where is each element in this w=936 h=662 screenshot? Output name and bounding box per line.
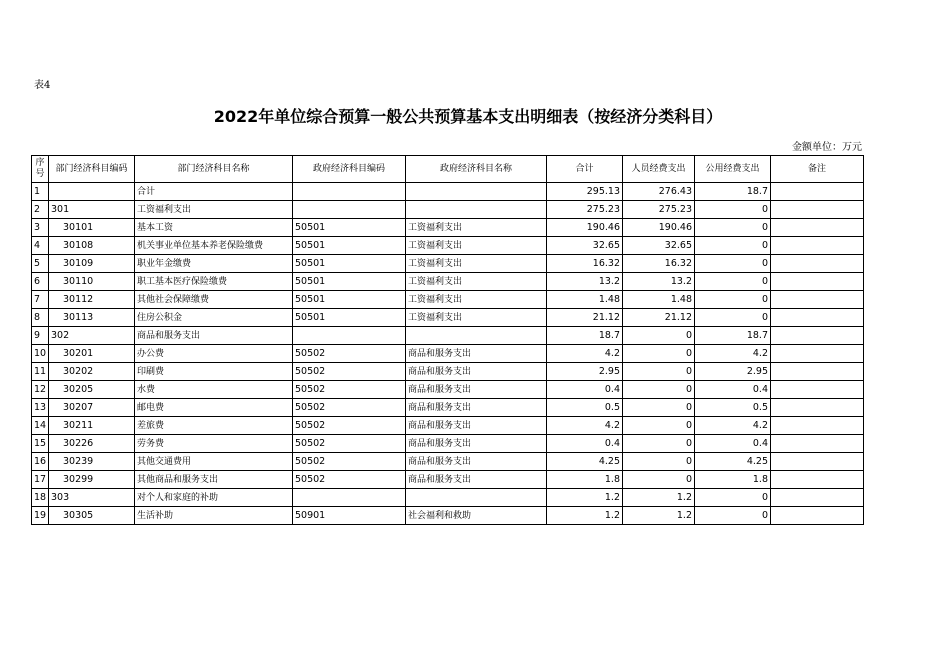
row-remark [771,345,864,363]
row-gov-name: 商品和服务支出 [406,363,547,381]
row-public: 0.4 [695,435,771,453]
row-total: 4.2 [547,417,623,435]
row-gov-code [293,489,406,507]
row-gov-code: 50501 [293,309,406,327]
header-public: 公用经费支出 [695,156,771,183]
row-dept-code: 30211 [49,417,135,435]
row-personnel: 0 [623,471,695,489]
row-total: 4.2 [547,345,623,363]
row-seq: 16 [32,453,49,471]
table-row [32,453,864,471]
row-dept-name: 住房公积金 [135,309,293,327]
row-dept-name: 商品和服务支出 [135,327,293,345]
row-gov-name [406,327,547,345]
table-row [32,237,864,255]
row-remark [771,273,864,291]
row-public: 0 [695,219,771,237]
row-total: 295.13 [547,183,623,201]
table-row [32,327,864,345]
row-gov-name: 工资福利支出 [406,255,547,273]
row-dept-name: 邮电费 [135,399,293,417]
row-remark [771,417,864,435]
header-personnel: 人员经费支出 [623,156,695,183]
row-gov-name: 商品和服务支出 [406,345,547,363]
row-personnel: 190.46 [623,219,695,237]
row-gov-code: 50502 [293,363,406,381]
table-row [32,471,864,489]
row-seq: 9 [32,327,49,345]
row-gov-name: 商品和服务支出 [406,453,547,471]
row-gov-code: 50901 [293,507,406,525]
row-personnel: 13.2 [623,273,695,291]
amount-unit: 金额单位：万元 [792,142,862,153]
row-remark [771,219,864,237]
row-personnel: 1.2 [623,507,695,525]
row-gov-name: 商品和服务支出 [406,435,547,453]
row-personnel: 0 [623,381,695,399]
row-dept-name: 对个人和家庭的补助 [135,489,293,507]
row-gov-code: 50501 [293,219,406,237]
row-total: 190.46 [547,219,623,237]
row-personnel: 1.2 [623,489,695,507]
row-dept-name: 办公费 [135,345,293,363]
row-total: 16.32 [547,255,623,273]
row-seq: 17 [32,471,49,489]
row-gov-code: 50502 [293,417,406,435]
row-gov-code: 50502 [293,399,406,417]
row-dept-code: 301 [49,201,135,219]
row-dept-code: 30207 [49,399,135,417]
row-personnel: 275.23 [623,201,695,219]
row-total: 1.2 [547,507,623,525]
row-dept-code: 30305 [49,507,135,525]
header-row [32,156,864,183]
row-gov-name: 商品和服务支出 [406,417,547,435]
row-dept-code: 30226 [49,435,135,453]
table-row [32,381,864,399]
row-personnel: 1.48 [623,291,695,309]
row-total: 1.48 [547,291,623,309]
row-public: 0 [695,507,771,525]
header-gov-name: 政府经济科目名称 [406,156,547,183]
row-dept-name: 基本工资 [135,219,293,237]
row-gov-name: 工资福利支出 [406,309,547,327]
table-row [32,507,864,525]
row-gov-code [293,201,406,219]
row-seq: 2 [32,201,49,219]
table-row [32,399,864,417]
row-gov-name: 商品和服务支出 [406,381,547,399]
row-personnel: 0 [623,345,695,363]
row-total: 4.25 [547,453,623,471]
row-seq: 8 [32,309,49,327]
row-gov-code: 50502 [293,453,406,471]
row-total: 2.95 [547,363,623,381]
row-total: 21.12 [547,309,623,327]
row-public: 4.2 [695,345,771,363]
row-public: 0 [695,309,771,327]
header-dept-name: 部门经济科目名称 [135,156,293,183]
row-remark [771,309,864,327]
row-seq: 4 [32,237,49,255]
row-public: 0.5 [695,399,771,417]
row-personnel: 0 [623,453,695,471]
row-gov-code: 50501 [293,255,406,273]
row-total: 275.23 [547,201,623,219]
table-row [32,309,864,327]
table-row [32,219,864,237]
row-seq: 10 [32,345,49,363]
row-gov-code: 50502 [293,471,406,489]
row-gov-name: 社会福利和救助 [406,507,547,525]
row-gov-code: 50502 [293,345,406,363]
row-remark [771,201,864,219]
header-dept-code: 部门经济科目编码 [49,156,135,183]
row-personnel: 16.32 [623,255,695,273]
row-seq: 15 [32,435,49,453]
row-seq: 14 [32,417,49,435]
row-public: 0 [695,291,771,309]
table-row [32,489,864,507]
row-seq: 11 [32,363,49,381]
row-total: 0.5 [547,399,623,417]
row-remark [771,183,864,201]
row-dept-name: 合计 [135,183,293,201]
row-dept-code: 30113 [49,309,135,327]
budget-table [31,155,864,525]
row-personnel: 21.12 [623,309,695,327]
row-public: 4.2 [695,417,771,435]
row-personnel: 0 [623,363,695,381]
table-row [32,345,864,363]
row-seq: 19 [32,507,49,525]
row-gov-name [406,201,547,219]
row-remark [771,363,864,381]
row-dept-name: 水费 [135,381,293,399]
row-public: 0 [695,255,771,273]
table-row [32,273,864,291]
page-title: 2022年单位综合预算一般公共预算基本支出明细表（按经济分类科目） [213,107,723,126]
table-row [32,435,864,453]
row-public: 0 [695,201,771,219]
row-seq: 18 [32,489,49,507]
row-gov-code [293,183,406,201]
row-dept-name: 差旅费 [135,417,293,435]
row-dept-name: 职工基本医疗保险缴费 [135,273,293,291]
row-personnel: 0 [623,399,695,417]
row-gov-code: 50502 [293,381,406,399]
row-dept-code: 30299 [49,471,135,489]
row-dept-code: 30109 [49,255,135,273]
table-number: 表4 [34,80,51,91]
row-dept-name: 职业年金缴费 [135,255,293,273]
row-total: 0.4 [547,435,623,453]
row-remark [771,327,864,345]
row-dept-name: 机关事业单位基本养老保险缴费 [135,237,293,255]
row-dept-code: 30201 [49,345,135,363]
row-remark [771,435,864,453]
row-gov-name: 工资福利支出 [406,219,547,237]
row-dept-name: 其他社会保障缴费 [135,291,293,309]
header-total: 合计 [547,156,623,183]
row-remark [771,471,864,489]
row-remark [771,381,864,399]
row-dept-code [49,183,135,201]
row-public: 2.95 [695,363,771,381]
row-public: 0 [695,237,771,255]
table-row [32,201,864,219]
row-gov-name [406,183,547,201]
header-remark: 备注 [771,156,864,183]
row-seq: 1 [32,183,49,201]
table-row [32,183,864,201]
row-personnel: 276.43 [623,183,695,201]
row-gov-name: 工资福利支出 [406,237,547,255]
row-personnel: 0 [623,435,695,453]
row-total: 32.65 [547,237,623,255]
row-seq: 12 [32,381,49,399]
row-gov-code: 50501 [293,273,406,291]
row-total: 18.7 [547,327,623,345]
row-dept-code: 30108 [49,237,135,255]
row-dept-code: 30101 [49,219,135,237]
row-dept-code: 303 [49,489,135,507]
header-gov-code: 政府经济科目编码 [293,156,406,183]
table-row [32,363,864,381]
row-dept-name: 其他商品和服务支出 [135,471,293,489]
row-dept-code: 30239 [49,453,135,471]
row-gov-name [406,489,547,507]
row-dept-code: 30205 [49,381,135,399]
row-dept-name: 印刷费 [135,363,293,381]
row-dept-name: 其他交通费用 [135,453,293,471]
row-public: 18.7 [695,327,771,345]
row-remark [771,507,864,525]
row-seq: 5 [32,255,49,273]
table-row [32,291,864,309]
row-total: 0.4 [547,381,623,399]
row-remark [771,399,864,417]
row-seq: 7 [32,291,49,309]
row-remark [771,453,864,471]
row-remark [771,237,864,255]
row-gov-code: 50502 [293,435,406,453]
row-public: 4.25 [695,453,771,471]
row-dept-name: 劳务费 [135,435,293,453]
row-gov-code: 50501 [293,237,406,255]
row-public: 0 [695,489,771,507]
row-dept-code: 30202 [49,363,135,381]
row-total: 1.2 [547,489,623,507]
row-dept-code: 30112 [49,291,135,309]
row-gov-name: 工资福利支出 [406,273,547,291]
row-personnel: 32.65 [623,237,695,255]
header-seq: 序号 [32,156,49,183]
row-remark [771,291,864,309]
row-remark [771,489,864,507]
row-total: 13.2 [547,273,623,291]
row-gov-name: 商品和服务支出 [406,399,547,417]
row-personnel: 0 [623,417,695,435]
row-public: 0.4 [695,381,771,399]
row-gov-code [293,327,406,345]
row-gov-code: 50501 [293,291,406,309]
row-public: 18.7 [695,183,771,201]
table-row [32,417,864,435]
row-dept-code: 302 [49,327,135,345]
row-personnel: 0 [623,327,695,345]
table-row [32,255,864,273]
row-seq: 13 [32,399,49,417]
row-gov-name: 商品和服务支出 [406,471,547,489]
row-total: 1.8 [547,471,623,489]
row-seq: 6 [32,273,49,291]
row-dept-code: 30110 [49,273,135,291]
row-gov-name: 工资福利支出 [406,291,547,309]
row-dept-name: 生活补助 [135,507,293,525]
row-public: 1.8 [695,471,771,489]
row-seq: 3 [32,219,49,237]
row-remark [771,255,864,273]
row-public: 0 [695,273,771,291]
row-dept-name: 工资福利支出 [135,201,293,219]
